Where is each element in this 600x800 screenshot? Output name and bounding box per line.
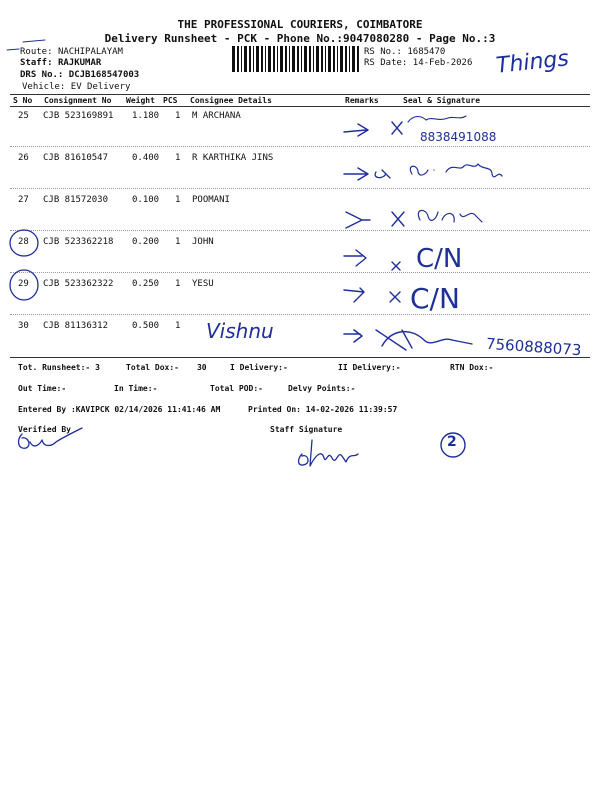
row-consignee: R KARTHIKA JINS	[192, 153, 274, 163]
in-time: In Time:-	[114, 384, 158, 393]
staff-signature-mark	[292, 436, 372, 472]
total-dox: Total Dox:- 30	[126, 363, 207, 372]
row-consignee: YESU	[192, 279, 214, 289]
col-consignee: Consignee Details	[190, 96, 272, 105]
row-pcs: 1	[175, 153, 181, 163]
company-name: THE PROFESSIONAL COURIERS, COIMBATORE	[177, 18, 423, 31]
remark-arrow-icon	[342, 160, 562, 190]
row-pcs: 1	[175, 279, 181, 289]
row-consignment: CJB 523362322	[43, 279, 114, 289]
row-consignee: M ARCHANA	[192, 111, 241, 121]
seal-phone-text: 8838491088	[420, 130, 497, 144]
row-sno: 25	[18, 111, 29, 121]
rs-date-line: RS Date: 14-Feb-2026	[364, 58, 473, 68]
row-consignment: CJB 81572030	[43, 195, 109, 205]
row-weight: 0.100	[132, 195, 160, 205]
row-pcs: 1	[175, 321, 181, 331]
row-pcs: 1	[175, 195, 181, 205]
row-consignment: CJB 81610547	[43, 153, 109, 163]
row-sno: 30	[18, 321, 29, 331]
seal-cn-text: C/N	[416, 244, 463, 274]
runsheet-title: Delivery Runsheet - PCK - Phone No.:9047080280 - Page No.:3	[104, 32, 496, 45]
rtn-dox: RTN Dox:-	[450, 363, 494, 372]
col-pcs: PCS	[163, 96, 178, 105]
row-consignee: JOHN	[192, 237, 214, 247]
row-sno: 27	[18, 195, 29, 205]
remark-arrow-icon	[342, 326, 492, 356]
row-weight: 1.180	[132, 111, 160, 121]
circle-mark-icon	[6, 268, 42, 304]
row-sno: 29	[18, 279, 29, 289]
route-line: Route: NACHIPALAYAM	[20, 47, 123, 57]
row-weight: 0.400	[132, 153, 160, 163]
col-sno: S No	[13, 96, 33, 105]
barcode	[232, 46, 360, 72]
header-top-rule	[10, 94, 590, 95]
row-consignee: POOMANI	[192, 195, 230, 205]
staff-signature-label: Staff Signature	[270, 425, 343, 434]
col-weight: Weight	[126, 96, 155, 105]
col-consignment: Consignment No	[44, 96, 112, 105]
table-bottom-rule	[10, 357, 590, 358]
col-seal: Seal & Signature	[403, 96, 481, 105]
circle-mark-icon	[6, 228, 42, 260]
row-divider	[10, 146, 590, 147]
staff-line: Staff: RAJKUMAR	[20, 58, 102, 68]
header-bottom-rule	[10, 106, 590, 107]
row-sno: 28	[18, 237, 29, 247]
entered-by: Entered By :KAVIPCK 02/14/2026 11:41:46 AM	[18, 405, 221, 414]
drs-line: DRS No.: DCJB168547003	[20, 70, 140, 80]
total-pod: Total POD:-	[210, 384, 263, 393]
ii-delivery: II Delivery:-	[338, 363, 401, 372]
total-runsheet: Tot. Runsheet:- 3	[18, 363, 100, 372]
circled-number: 2	[447, 434, 457, 450]
remark-arrow-icon	[342, 204, 562, 234]
row-weight: 0.200	[132, 237, 160, 247]
out-time: Out Time:-	[18, 384, 67, 393]
handwritten-note: Things	[494, 46, 570, 79]
row-pcs: 1	[175, 237, 181, 247]
row-consignment: CJB 81136312	[43, 321, 109, 331]
seal-cn-text: C/N	[410, 282, 460, 315]
i-delivery: I Delivery:-	[230, 363, 288, 372]
col-remarks: Remarks	[345, 96, 379, 105]
vehicle-line: Vehicle: EV Delivery	[22, 82, 131, 92]
printed-on: Printed On: 14-02-2026 11:39:57	[248, 405, 398, 414]
row-consignment: CJB 523362218	[43, 237, 114, 247]
pen-mark-icon	[5, 38, 55, 54]
seal-phone-text: 7560888073	[485, 334, 582, 360]
row-pcs: 1	[175, 111, 181, 121]
row-consignment: CJB 523169891	[43, 111, 114, 121]
row-sno: 26	[18, 153, 29, 163]
handwritten-consignee: Vishnu	[206, 319, 274, 343]
row-weight: 0.250	[132, 279, 160, 289]
verified-signature	[12, 420, 92, 460]
rs-no-line: RS No.: 1685470	[364, 47, 446, 57]
delvy-points: Delvy Points:-	[288, 384, 356, 393]
row-weight: 0.500	[132, 321, 160, 331]
verified-by-label: Verified By	[18, 425, 71, 434]
